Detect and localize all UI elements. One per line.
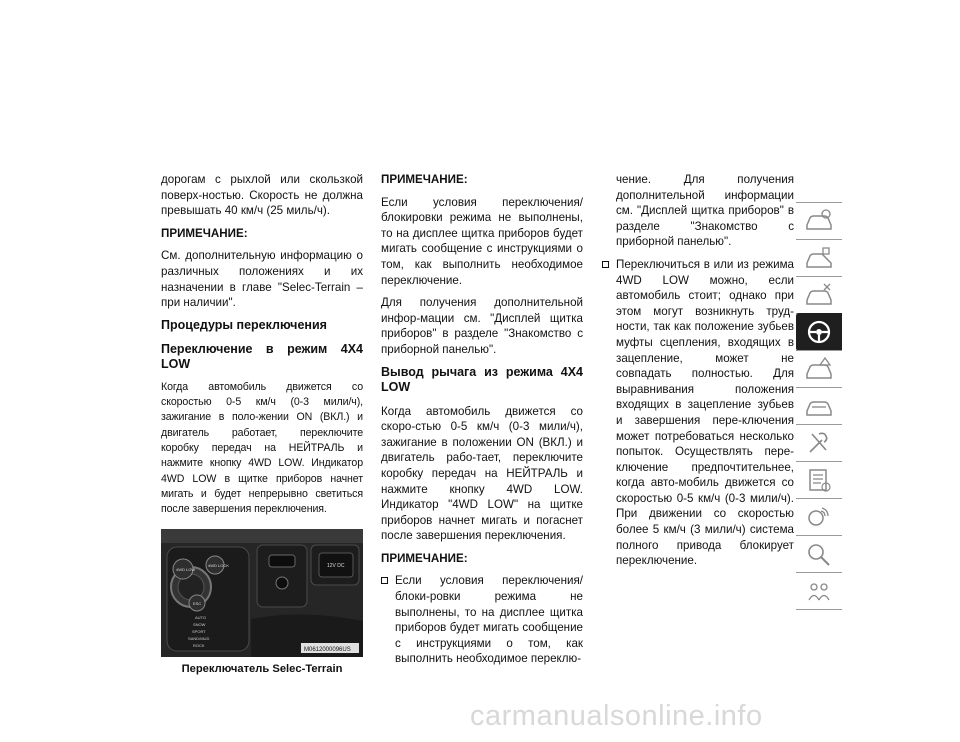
bullet-item	[602, 257, 794, 569]
tab-service-tools[interactable]	[796, 424, 842, 462]
note-heading: ПРИМЕЧАНИЕ:	[381, 173, 468, 186]
selec-terrain-illustration	[161, 529, 363, 657]
mode-auto: AUTO	[195, 615, 207, 621]
note-heading: ПРИМЕЧАНИЕ:	[161, 226, 248, 240]
intro-paragraph: дорогам с рыхлой или скользкой поверх-ностью. Скорость не должна превышать 40 км/ч (25 миль/ч).	[161, 173, 363, 218]
btn-4wd-low-label: 4WD LOW	[176, 567, 196, 573]
bullet-text: Если условия переключения/блоки-ровки режима не выполнены, то на дисплее щитка приборов будет мигать сообщение с инструкциями о том, как выполнить необходимое переклю-	[395, 574, 583, 666]
subsection-heading: Переключение в режим 4X4 LOW	[161, 341, 363, 371]
photo-code: M0612000096US	[304, 647, 351, 654]
reference-paragraph: Для получения дополнительной инфор-мации см. "Дисплей щитка приборов" в разделе "Знакомство с приборной панелью".	[381, 296, 583, 356]
warning-car-icon	[804, 356, 834, 382]
tab-multimedia[interactable]	[796, 498, 842, 536]
mode-sport: SPORT	[192, 629, 206, 635]
photo-caption: Переключатель Selec-Terrain	[181, 663, 343, 676]
btn-4wd-lock-label: 4WD LOCK	[208, 563, 229, 569]
tab-warning-car[interactable]	[796, 350, 842, 388]
column-3	[602, 172, 794, 576]
tab-car-start[interactable]	[796, 276, 842, 314]
specifications-icon	[804, 467, 834, 493]
tab-language[interactable]	[796, 572, 842, 610]
checkbox-bullet-icon	[602, 261, 609, 268]
mode-snow: SNOW	[193, 622, 206, 628]
note-heading: ПРИМЕЧАНИЕ:	[381, 551, 468, 565]
tab-car-safety[interactable]	[796, 239, 842, 277]
tab-index-search[interactable]	[796, 535, 842, 573]
car-start-icon	[804, 282, 834, 308]
tab-steering-wheel[interactable]	[796, 313, 842, 351]
selec-terrain-photo	[161, 529, 363, 657]
language-icon	[804, 578, 834, 604]
bullet-item	[381, 573, 583, 667]
car-safety-icon	[804, 245, 834, 271]
mode-sand-mud: SAND/MUD	[188, 636, 210, 642]
multimedia-icon	[804, 504, 834, 530]
section-heading: Вывод рычага из режима 4X4 LOW	[381, 364, 583, 394]
car-info-icon	[804, 208, 834, 234]
column-1	[161, 172, 363, 678]
chapter-tabs	[796, 202, 842, 609]
body-paragraph: Когда автомобиль движется со скоро-стью 0-5 км/ч (0-3 мили/ч), зажигание в положении ON (ВКЛ.) и двигатель рабо-тает, переключите коробку передач на НЕЙТРАЛЬ и нажмите кнопку 4WD LOW. Индикатор "4WD LOW" на щитке приборов начнет мигать и погаснет после завершения переключения.	[381, 404, 583, 543]
column-2	[381, 172, 583, 674]
continued-paragraph: чение. Для получения дополнительной информации см. "Дисплей щитка приборов" в разделе "Знакомство с приборной панелью".	[616, 173, 794, 249]
outlet-label: 12V DC	[327, 563, 345, 570]
body-paragraph: Когда автомобиль движется со скоростью 0-5 км/ч (0-3 мили/ч), зажигание в поло-жении ON (ВКЛ.) и двигатель работает, переключите коробку передач на НЕЙТРАЛЬ и нажмите кнопку 4WD LOW. Индикатор 4WD LOW в щитке приборов начнет мигать и будет непрерывно светиться после завершения переключения.	[161, 380, 363, 516]
mode-rock: ROCK	[193, 643, 205, 649]
tab-car-info[interactable]	[796, 202, 842, 240]
bullet-text: Переключиться в или из режима 4WD LOW можно, если автомобиль стоит; однако при этом могут возникнуть труд-ности, так как положение зубьев муфты сцепления, входящих в зацепление, может не совпадать полностью. Для выравнивания положения входящих в зацепление зубьев и завершения пере-ключения может потребоваться несколько попыток. Осуществлять пере-ключение предпочтительнее, когда авто-мобиль движется со скоростью 0-5 км/ч (0-3 мили/ч). При движении со скоростью более 5 км/ч (3 мили/ч) система полного привода блокирует переключение.	[616, 257, 794, 568]
checkbox-bullet-icon	[381, 577, 388, 584]
watermark: carmanualsonline.info	[470, 700, 763, 732]
tab-emergency-car[interactable]	[796, 387, 842, 425]
section-heading: Процедуры переключения	[161, 317, 327, 332]
tab-specifications[interactable]	[796, 461, 842, 499]
note-text: См. дополнительную информацию о различных положениях и их назначении в главе "Selec-Terrain – при наличии".	[161, 249, 363, 310]
btn-esc-label: ESC	[193, 601, 202, 607]
note-text: Если условия переключения/блокировки режима не выполнены, то на дисплее щитка приборов будет мигать сообщение с инструкциями о том, как выполнить необходимое переключение.	[381, 195, 583, 287]
service-tools-icon	[804, 430, 834, 456]
emergency-car-icon	[804, 393, 834, 419]
index-search-icon	[804, 541, 834, 567]
steering-wheel-icon	[804, 319, 834, 345]
